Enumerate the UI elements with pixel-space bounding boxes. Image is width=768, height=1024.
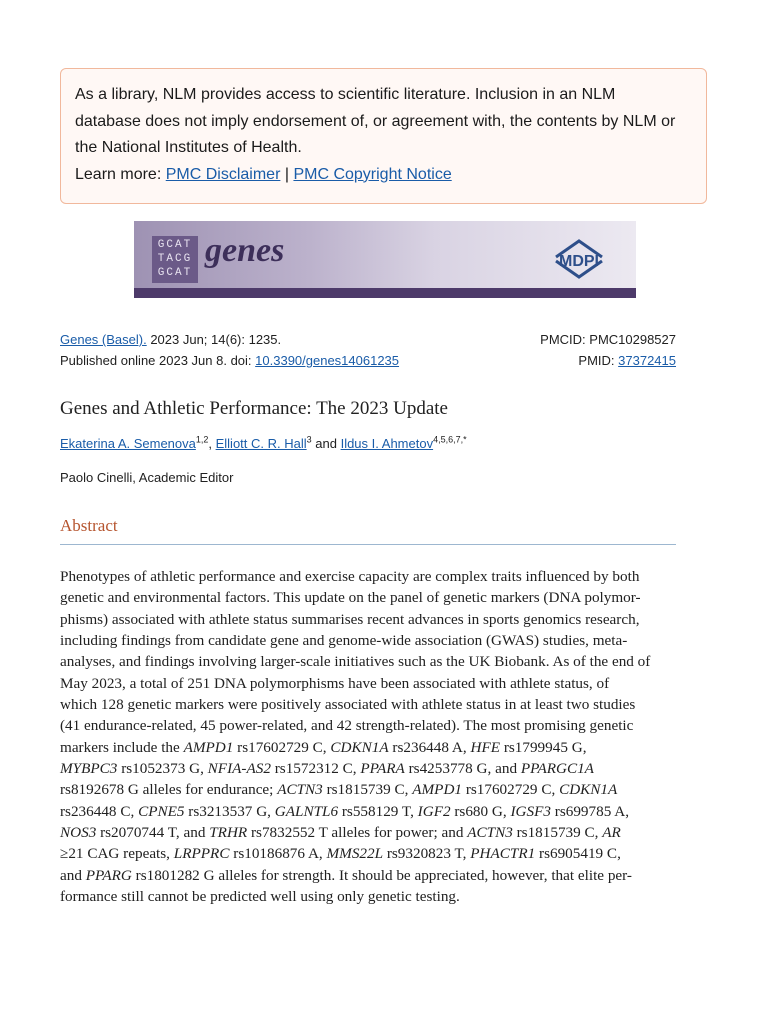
- pmid-link[interactable]: 37372415: [618, 353, 676, 368]
- abstract-run: rs6905419 C,: [535, 845, 621, 863]
- abstract-line: [60, 886, 678, 907]
- gene-name: CPNE5: [138, 802, 185, 820]
- abstract-line: [60, 715, 678, 736]
- citation-row-1: [60, 330, 676, 350]
- abstract-line: [60, 758, 678, 779]
- notice-line-3: the National Institutes of Health.: [75, 139, 302, 156]
- link-separator: |: [280, 165, 294, 183]
- abstract-run: rs558129 T,: [338, 802, 418, 820]
- journal-banner[interactable]: [134, 221, 636, 298]
- abstract-run: Phenotypes of athletic performance and exercise capacity are complex traits influenced by both: [60, 568, 640, 585]
- gene-name: AR: [602, 824, 621, 842]
- pmcid: PMCID: PMC10298527: [540, 332, 676, 347]
- abstract-run: markers include the: [60, 738, 184, 756]
- abstract-run: rs236448 C,: [60, 802, 139, 820]
- author-link[interactable]: Ekaterina A. Semenova: [60, 436, 196, 451]
- gene-name: NOS3: [60, 824, 97, 842]
- abstract-run: analyses, and findings involving larger-scale initiatives such as the UK Biobank. As of the end of: [60, 653, 651, 671]
- pmc-copyright-notice-link[interactable]: PMC Copyright Notice: [293, 165, 452, 183]
- gene-name: IGF2: [417, 802, 451, 820]
- gene-name: CDKN1A: [559, 781, 618, 799]
- citation-issue: 2023 Jun; 14(6): 1235.: [146, 332, 282, 347]
- abstract-run: rs1052373 G,: [117, 760, 208, 778]
- gene-name: NFIA-AS2: [207, 760, 271, 778]
- author-affiliation: 1,2: [195, 434, 209, 445]
- gene-name: AMPD1: [412, 781, 463, 799]
- abstract-run: rs8192678 G alleles for endurance;: [60, 781, 278, 799]
- author-separator: and: [311, 436, 341, 451]
- banner-strip: [134, 288, 636, 298]
- abstract-line: [60, 566, 678, 587]
- gene-name: PPARGC1A: [520, 760, 594, 778]
- abstract-run: phisms) associated with athlete status summarises recent advances in sports genomics research,: [60, 610, 640, 628]
- genes-logo-mark: [152, 236, 198, 283]
- abstract-line: [60, 651, 678, 672]
- author-link[interactable]: Elliott C. R. Hall: [215, 436, 307, 451]
- pmid-label: PMID:: [578, 353, 619, 368]
- abstract-run: rs236448 A,: [388, 738, 471, 756]
- gene-name: PPARA: [360, 760, 405, 778]
- gene-name: TRHR: [209, 824, 248, 842]
- mdpi-logo: [546, 235, 612, 283]
- abstract-line: [60, 779, 678, 800]
- abstract-run: genetic and environmental factors. This update on the panel of genetic markers (DNA polymor-: [60, 589, 641, 607]
- abstract-run: rs3213537 G,: [184, 802, 275, 820]
- gene-name: AMPD1: [183, 738, 234, 756]
- abstract-run: including findings from candidate gene and genome-wide association (GWAS) studies, meta-: [60, 632, 628, 650]
- author-list: [60, 436, 467, 451]
- abstract-line: [60, 865, 678, 886]
- journal-link[interactable]: Genes (Basel).: [60, 332, 147, 347]
- abstract-line: [60, 673, 678, 694]
- abstract-run: rs1801282 G alleles for strength. It should be appreciated, however, that elite per-: [131, 866, 632, 884]
- learn-more-label: Learn more:: [75, 165, 166, 183]
- abstract-line: [60, 694, 678, 715]
- gene-name: CDKN1A: [330, 738, 389, 756]
- abstract-text: [60, 566, 678, 908]
- abstract-run: rs7832552 T alleles for power; and: [247, 824, 468, 842]
- abstract-line: [60, 630, 678, 651]
- author-affiliation: 4,5,6,7,*: [433, 434, 467, 445]
- abstract-run: May 2023, a total of 251 DNA polymorphisms have been associated with athlete status, of: [60, 674, 610, 692]
- abstract-run: rs9320823 T,: [383, 845, 471, 863]
- gcat-line: TACG: [157, 253, 193, 265]
- abstract-run: rs4253778 G, and: [404, 760, 521, 778]
- abstract-run: rs1572312 C,: [270, 760, 361, 778]
- mdpi-logo-text: MDPI: [559, 253, 599, 270]
- gcat-line: GCAT: [157, 267, 193, 279]
- gcat-line: GCAT: [157, 239, 193, 251]
- abstract-line: [60, 822, 678, 843]
- abstract-run: rs1815739 C,: [512, 824, 603, 842]
- nlm-disclaimer-notice: [60, 68, 707, 204]
- abstract-run: rs1815739 C,: [322, 781, 413, 799]
- abstract-line: [60, 587, 678, 608]
- abstract-run: which 128 genetic markers were positively associated with athlete status in at least two studies: [60, 696, 636, 714]
- gene-name: GALNTL6: [274, 802, 339, 820]
- pmid: [578, 351, 676, 371]
- notice-line-1: As a library, NLM provides access to scientific literature. Inclusion in an NLM: [75, 86, 616, 103]
- pmc-disclaimer-link[interactable]: PMC Disclaimer: [165, 165, 281, 183]
- gene-name: MMS22L: [326, 845, 384, 863]
- gene-name: IGSF3: [510, 802, 551, 820]
- abstract-run: rs17602729 C,: [462, 781, 560, 799]
- abstract-run: (41 endurance-related, 45 power-related, and 42 strength-related). The most promising genetic: [60, 717, 634, 735]
- abstract-line: [60, 609, 678, 630]
- gene-name: PPARG: [85, 866, 132, 884]
- gene-name: LRPPRC: [173, 845, 230, 863]
- gene-name: MYBPC3: [60, 760, 118, 778]
- gene-name: ACTN3: [467, 824, 513, 842]
- published-online: Published online 2023 Jun 8. doi:: [60, 353, 256, 368]
- abstract-line: [60, 843, 678, 864]
- gene-name: HFE: [470, 738, 501, 756]
- academic-editor: Paolo Cinelli, Academic Editor: [60, 470, 234, 485]
- abstract-run: rs17602729 C,: [233, 738, 331, 756]
- citation-row-2: [60, 351, 676, 371]
- section-divider: [60, 544, 676, 545]
- doi-link[interactable]: 10.3390/genes14061235: [255, 353, 400, 368]
- abstract-line: [60, 801, 678, 822]
- journal-name-logo: genes: [205, 232, 285, 269]
- abstract-run: rs2070744 T, and: [96, 824, 210, 842]
- notice-line-2: database does not imply endorsement of, or agreement with, the contents by NLM or: [75, 112, 676, 130]
- gene-name: PHACTR1: [470, 845, 536, 863]
- abstract-run: rs699785 A,: [550, 802, 630, 820]
- learn-more-row: [75, 162, 692, 189]
- abstract-run: ≥21 CAG repeats,: [60, 845, 174, 863]
- abstract-run: rs10186876 A,: [229, 845, 327, 863]
- abstract-run: formance still cannot be predicted well using only genetic testing.: [60, 888, 460, 906]
- article-title: Genes and Athletic Performance: The 2023 Update: [60, 398, 448, 419]
- author-affiliation: 3: [306, 434, 312, 445]
- abstract-line: [60, 737, 678, 758]
- abstract-run: rs680 G,: [450, 802, 511, 820]
- abstract-run: and: [60, 866, 86, 884]
- author-link[interactable]: Ildus I. Ahmetov: [340, 436, 434, 451]
- author-separator: ,: [208, 436, 216, 451]
- abstract-run: rs1799945 G,: [500, 738, 587, 756]
- abstract-heading: Abstract: [60, 516, 118, 535]
- gene-name: ACTN3: [277, 781, 323, 799]
